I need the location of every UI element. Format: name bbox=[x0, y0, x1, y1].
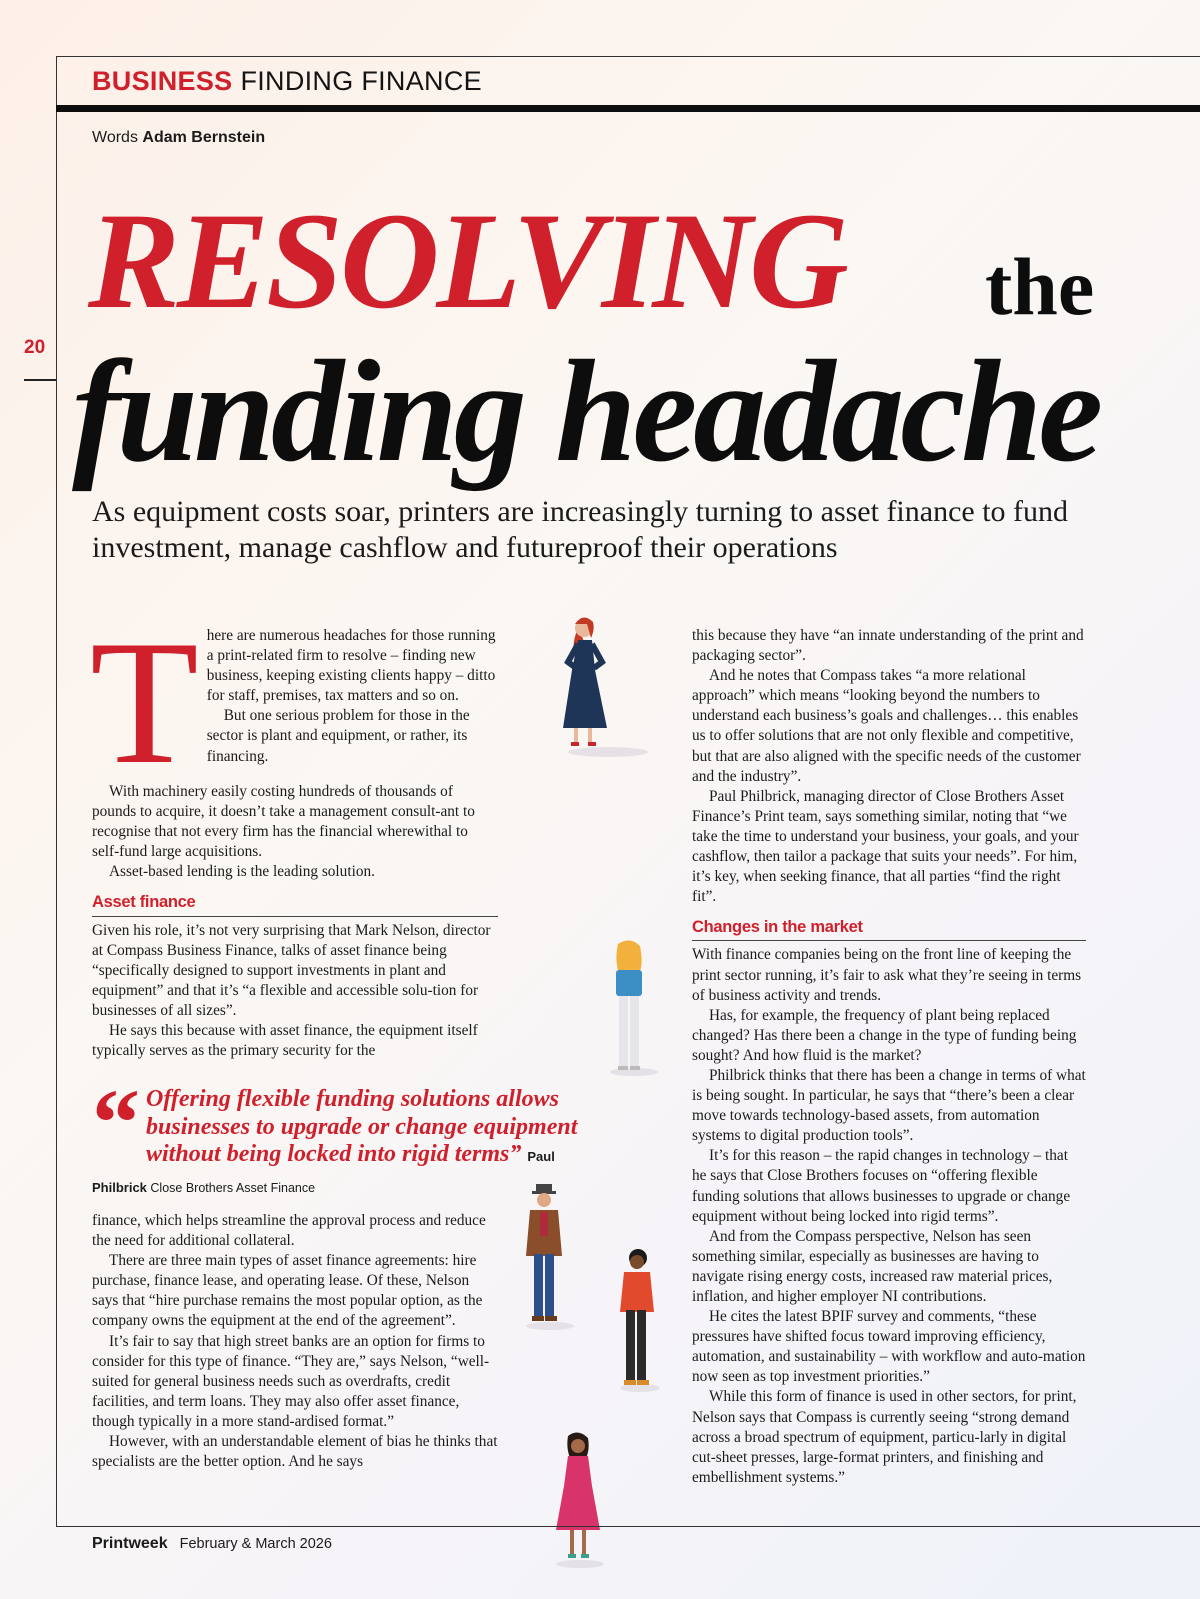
intro-paragraph: here are numerous headaches for those running a print-related firm to resolve – finding new business, keeping existing clients happy – ditto for staff, premises, tax matters and so on. bbox=[206, 627, 496, 705]
paragraph: And from the Compass perspective, Nelson has seen something similar, especially as businesses are having to navigate rising energy costs, increased raw material prices, inflation, and higher employer NI contributions. bbox=[692, 1227, 1053, 1305]
paragraph: He cites the latest BPIF survey and comments, “these pressures have shifted focus toward improving efficiency, automation, and sustainability – with workflow and auto-mation now seen as top investment priorities.” bbox=[692, 1308, 1086, 1386]
column-2 bbox=[692, 626, 1086, 1488]
pull-quote-name: Paul Philbrick bbox=[92, 1149, 555, 1195]
subhead-changes-in-market: Changes in the market bbox=[692, 917, 1086, 941]
byline-label: Words bbox=[92, 129, 138, 146]
headline-the: the bbox=[985, 241, 1095, 332]
paragraph: He says this because with asset finance, the equipment itself typically serves as the primary security for the bbox=[92, 1022, 478, 1060]
column-1-upper bbox=[90, 603, 498, 1061]
paragraph: And he notes that Compass takes “a more relational approach” which means “looking beyond the numbers to understand each business’s goals and challenges… this enables us to offer solutions that are not only flexible and competitive, but that are also aligned with the specific needs of the customer and the industry”. bbox=[692, 667, 1081, 785]
headline-line2: funding headache bbox=[72, 330, 1100, 492]
header-rule bbox=[56, 105, 1200, 112]
illustration-woman-navy-dress bbox=[548, 614, 648, 764]
paragraph: There are three main types of asset finance agreements: hire purchase, finance lease, and operating lease. Of these, Nelson says that “hire purchase remains the most popular option, as the company owns the equipment at the end of the agreement”. bbox=[92, 1252, 483, 1330]
paragraph: It’s fair to say that high street banks are an option for firms to consider for this type of finance. “They are,” says Nelson, “well-suited for general business needs such as overdrafts, credit facilities, and term loans. They may also offer asset finance, though typically in a more stand-ardised format.” bbox=[92, 1332, 490, 1430]
drop-cap: T bbox=[90, 603, 199, 801]
paragraph: With finance companies being on the front line of keeping the print sector running, it’s fair to ask what they’re seeing in terms of business activity and trends. bbox=[692, 946, 1082, 1004]
illustration-man-brown-coat bbox=[516, 1184, 576, 1334]
quote-mark: “ bbox=[92, 1069, 140, 1176]
column-1-lower bbox=[92, 1211, 498, 1472]
footer-rule bbox=[56, 1526, 1200, 1527]
paragraph: However, with an understandable element of bias he thinks that specialists are the better option. And he says bbox=[92, 1433, 498, 1471]
footer-issue: February & March 2026 bbox=[179, 1536, 332, 1552]
pull-quote-text: Offering flexible funding solutions allows businesses to upgrade or change equipment without being locked into rigid terms” bbox=[146, 1086, 578, 1167]
headline-red: RESOLVING bbox=[88, 184, 846, 337]
byline bbox=[92, 129, 265, 147]
paragraph: finance, which helps streamline the approval process and reduce the need for additional collateral. bbox=[92, 1212, 486, 1250]
illustration-woman-pink-dress bbox=[548, 1432, 608, 1572]
paragraph: But one serious problem for those in the sector is plant and equipment, or rather, its financing. bbox=[206, 707, 470, 765]
top-border bbox=[56, 56, 1200, 57]
paragraph: It’s for this reason – the rapid changes in technology – that he says that Close Brothers focuses on “offering flexible funding solutions that allows businesses to upgrade or change equipment without being locked into rigid terms”. bbox=[692, 1147, 1071, 1225]
subhead-asset-finance: Asset finance bbox=[92, 892, 498, 916]
paragraph: this because they have “an innate understanding of the print and packaging sector”. bbox=[692, 627, 1084, 665]
page-number-rule bbox=[24, 379, 56, 381]
illustration-woman-blue-top bbox=[600, 940, 660, 1080]
paragraph: With machinery easily costing hundreds of thousands of pounds to acquire, it doesn’t take a management consult-ant to recognise that not every firm has the financial wherewithal to self-fund large acquisitions. bbox=[92, 783, 475, 861]
paragraph: Paul Philbrick, managing director of Close Brothers Asset Finance’s Print team, says something similar, noting that “we take the time to understand your business, your goals, and your cashflow, then tailor a package that suits your needs”. For him, it’s key, when seeking finance, that all parties “find the right fit”. bbox=[692, 787, 1079, 906]
footer bbox=[92, 1535, 332, 1553]
standfirst: As equipment costs soar, printers are increasingly turning to asset finance to fund investment, manage cashflow and futureproof their operations bbox=[92, 495, 1069, 564]
paragraph: Asset-based lending is the leading solution. bbox=[109, 863, 375, 881]
byline-author: Adam Bernstein bbox=[142, 129, 266, 146]
section-secondary: FINDING FINANCE bbox=[240, 66, 482, 96]
paragraph: Has, for example, the frequency of plant being replaced changed? Has there been a change in the type of funding being sought? And how fluid is the market? bbox=[692, 1006, 1077, 1064]
section-primary: BUSINESS bbox=[92, 66, 233, 96]
pull-quote-org: Close Brothers Asset Finance bbox=[150, 1180, 316, 1195]
paragraph: Given his role, it’s not very surprising that Mark Nelson, director at Compass Business Finance, talks of asset finance being “specifically designed to support investments in plant and equipment” and that it’s “a flexible and accessible solu-tion for businesses of all sizes”. bbox=[92, 921, 491, 1019]
section-label bbox=[92, 66, 482, 97]
paragraph: While this form of finance is used in other sectors, for print, Nelson says that Compass is currently seeing “strong demand across a broad spectrum of equipment, particu-larly in digital cut-sheet presses, large-format printers, and finishing and embellishment systems.” bbox=[692, 1388, 1077, 1486]
illustration-man-orange-sweater bbox=[612, 1246, 662, 1396]
left-border bbox=[56, 56, 57, 1526]
page-number: 20 bbox=[24, 337, 46, 358]
footer-publication: Printweek bbox=[92, 1535, 168, 1552]
paragraph: Philbrick thinks that there has been a change in terms of what is being sought. In particular, he says that “there’s been a clear move towards technology-based assets, from automation systems to digital production tools”. bbox=[692, 1066, 1086, 1145]
